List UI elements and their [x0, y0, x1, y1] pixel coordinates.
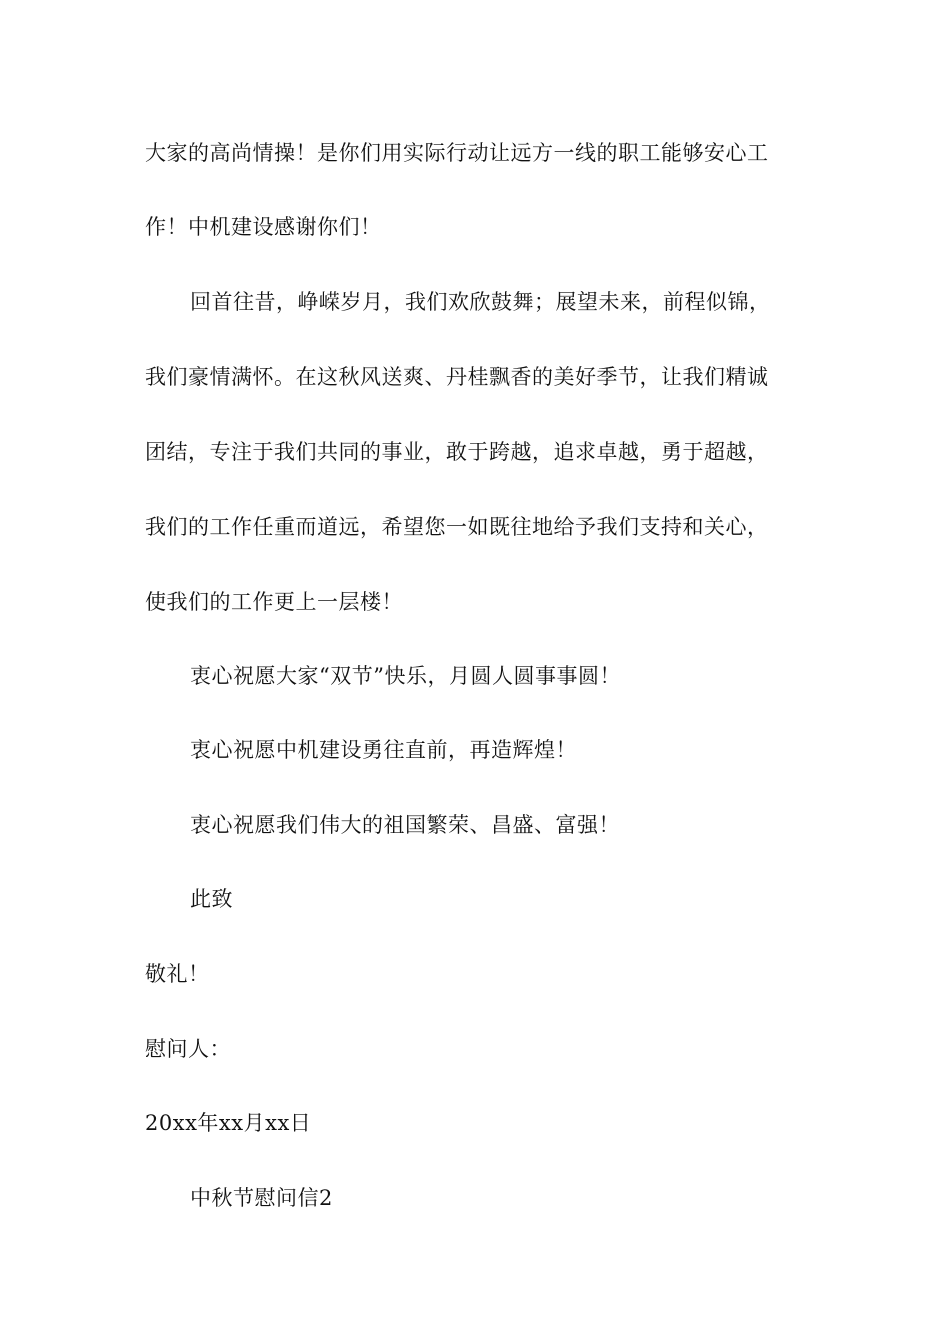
paragraph-line: 我们的工作任重而道远，希望您一如既往地给予我们支持和关心，: [145, 515, 769, 539]
paragraph-line: 使我们的工作更上一层楼！: [145, 590, 403, 614]
date-line: 20xx年xx月xx日: [145, 1111, 312, 1135]
greeting-line: 衷心祝愿中机建设勇往直前，再造辉煌！: [190, 738, 577, 762]
paragraph-line: 大家的高尚情操！是你们用实际行动让远方一线的职工能够安心工: [145, 141, 769, 165]
section-title: 中秋节慰问信2: [190, 1186, 333, 1210]
greeting-line: 衷心祝愿大家“双节”快乐，月圆人圆事事圆！: [190, 664, 621, 688]
salutation-line: 敬礼！: [145, 962, 210, 986]
paragraph-line: 我们豪情满怀。在这秋风送爽、丹桂飘香的美好季节，让我们精诚: [145, 365, 769, 389]
sender-line: 慰问人：: [145, 1037, 231, 1061]
closing-line: 此致: [190, 887, 233, 911]
paragraph-line: 回首往昔，峥嵘岁月，我们欢欣鼓舞；展望未来，前程似锦，: [190, 290, 771, 314]
greeting-line: 衷心祝愿我们伟大的祖国繁荣、昌盛、富强！: [190, 813, 620, 837]
paragraph-line: 作！中机建设感谢你们！: [145, 215, 382, 239]
paragraph-line: 团结，专注于我们共同的事业，敢于跨越，追求卓越，勇于超越，: [145, 440, 769, 464]
